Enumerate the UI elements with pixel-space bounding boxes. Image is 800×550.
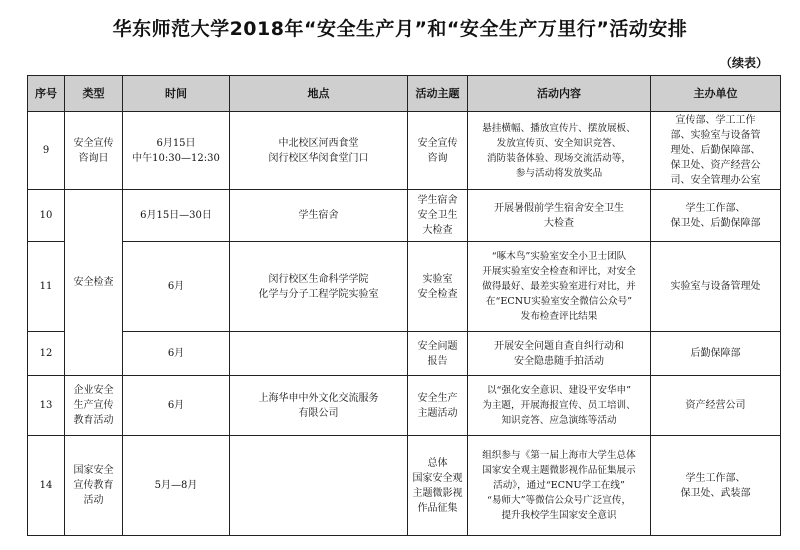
row-no: 10 <box>28 190 65 242</box>
row-type: 国家安全 宣传教育 活动 <box>65 436 123 536</box>
header-place: 地点 <box>230 76 408 112</box>
row-type: 安全检查 <box>65 190 123 376</box>
row-theme: 安全问题 报告 <box>408 332 468 376</box>
table-row <box>28 242 781 332</box>
row-time: 6月15日 中午10:30—12:30 <box>123 112 230 190</box>
row-content: “啄木鸟”实验室安全小卫士团队 开展实验室安全检查和评比，对安全 做得最好、最差实验室进行对比，并 在“ECNU实验室安全微信公众号” 发布检查评比结果 <box>468 242 651 332</box>
row-time: 6月 <box>123 376 230 436</box>
continued-label: （续表） <box>719 56 768 70</box>
row-content: 开展安全问题自查自纠行动和 安全隐患随手拍活动 <box>468 332 651 376</box>
header-time: 时间 <box>123 76 230 112</box>
row-host: 学生工作部、 保卫处、武装部 <box>651 436 781 536</box>
row-type: 企业安全 生产宣传 教育活动 <box>65 376 123 436</box>
schedule-table <box>27 75 781 536</box>
row-time: 6月 <box>123 332 230 376</box>
header-no: 序号 <box>28 76 65 112</box>
table-row <box>28 112 781 190</box>
row-host: 后勤保障部 <box>651 332 781 376</box>
row-type: 安全宣传 咨询日 <box>65 112 123 190</box>
row-theme: 学生宿舍 安全卫生 大检查 <box>408 190 468 242</box>
row-place: 中北校区河西食堂 闵行校区华闵食堂门口 <box>230 112 408 190</box>
table-row <box>28 332 781 376</box>
header-row <box>28 76 781 112</box>
row-time: 6月 <box>123 242 230 332</box>
row-time: 5月—8月 <box>123 436 230 536</box>
row-place <box>230 436 408 536</box>
row-host: 学生工作部、 保卫处、后勤保障部 <box>651 190 781 242</box>
table-row <box>28 376 781 436</box>
row-content: 以“强化安全意识、建设平安华申” 为主题，开展海报宣传、员工培训、 知识竞答、应急演练等活动 <box>468 376 651 436</box>
row-no: 9 <box>28 112 65 190</box>
row-content: 悬挂横幅、播放宣传片、摆放展板、 发放宣传页、安全知识竞答、 消防装备体验、现场交流活动等， 参与活动将发放奖品 <box>468 112 651 190</box>
row-host: 实验室与设备管理处 <box>651 242 781 332</box>
header-host: 主办单位 <box>651 76 781 112</box>
row-content: 组织参与《第一届上海市大学生总体 国家安全观主题微影视作品征集展示 活动》，通过“ECNU学工在线” “易师大”等微信公众号广泛宣传， 提升我校学生国家安全意识 <box>468 436 651 536</box>
row-theme: 安全生产 主题活动 <box>408 376 468 436</box>
table-row <box>28 436 781 536</box>
row-content: 开展暑假前学生宿舍安全卫生 大检查 <box>468 190 651 242</box>
header-theme: 活动主题 <box>408 76 468 112</box>
row-place: 上海华申中外文化交流服务 有限公司 <box>230 376 408 436</box>
row-place: 闵行校区生命科学学院 化学与分子工程学院实验室 <box>230 242 408 332</box>
row-host: 资产经营公司 <box>651 376 781 436</box>
row-theme: 实验室 安全检查 <box>408 242 468 332</box>
row-no: 14 <box>28 436 65 536</box>
header-content: 活动内容 <box>468 76 651 112</box>
row-no: 12 <box>28 332 65 376</box>
table-row <box>28 190 781 242</box>
row-place: 学生宿舍 <box>230 190 408 242</box>
row-no: 13 <box>28 376 65 436</box>
row-host: 宣传部、学工工作 部、实验室与设备管 理处、后勤保障部、 保卫处、资产经营公 司、安全管理办公室 <box>651 112 781 190</box>
page-title: 华东师范大学2018年“安全生产月”和“安全生产万里行”活动安排 <box>112 18 688 40</box>
header-type: 类型 <box>65 76 123 112</box>
row-time: 6月15日—30日 <box>123 190 230 242</box>
row-theme: 总体 国家安全观 主题微影视 作品征集 <box>408 436 468 536</box>
row-place <box>230 332 408 376</box>
row-no: 11 <box>28 242 65 332</box>
row-theme: 安全宣传 咨询 <box>408 112 468 190</box>
